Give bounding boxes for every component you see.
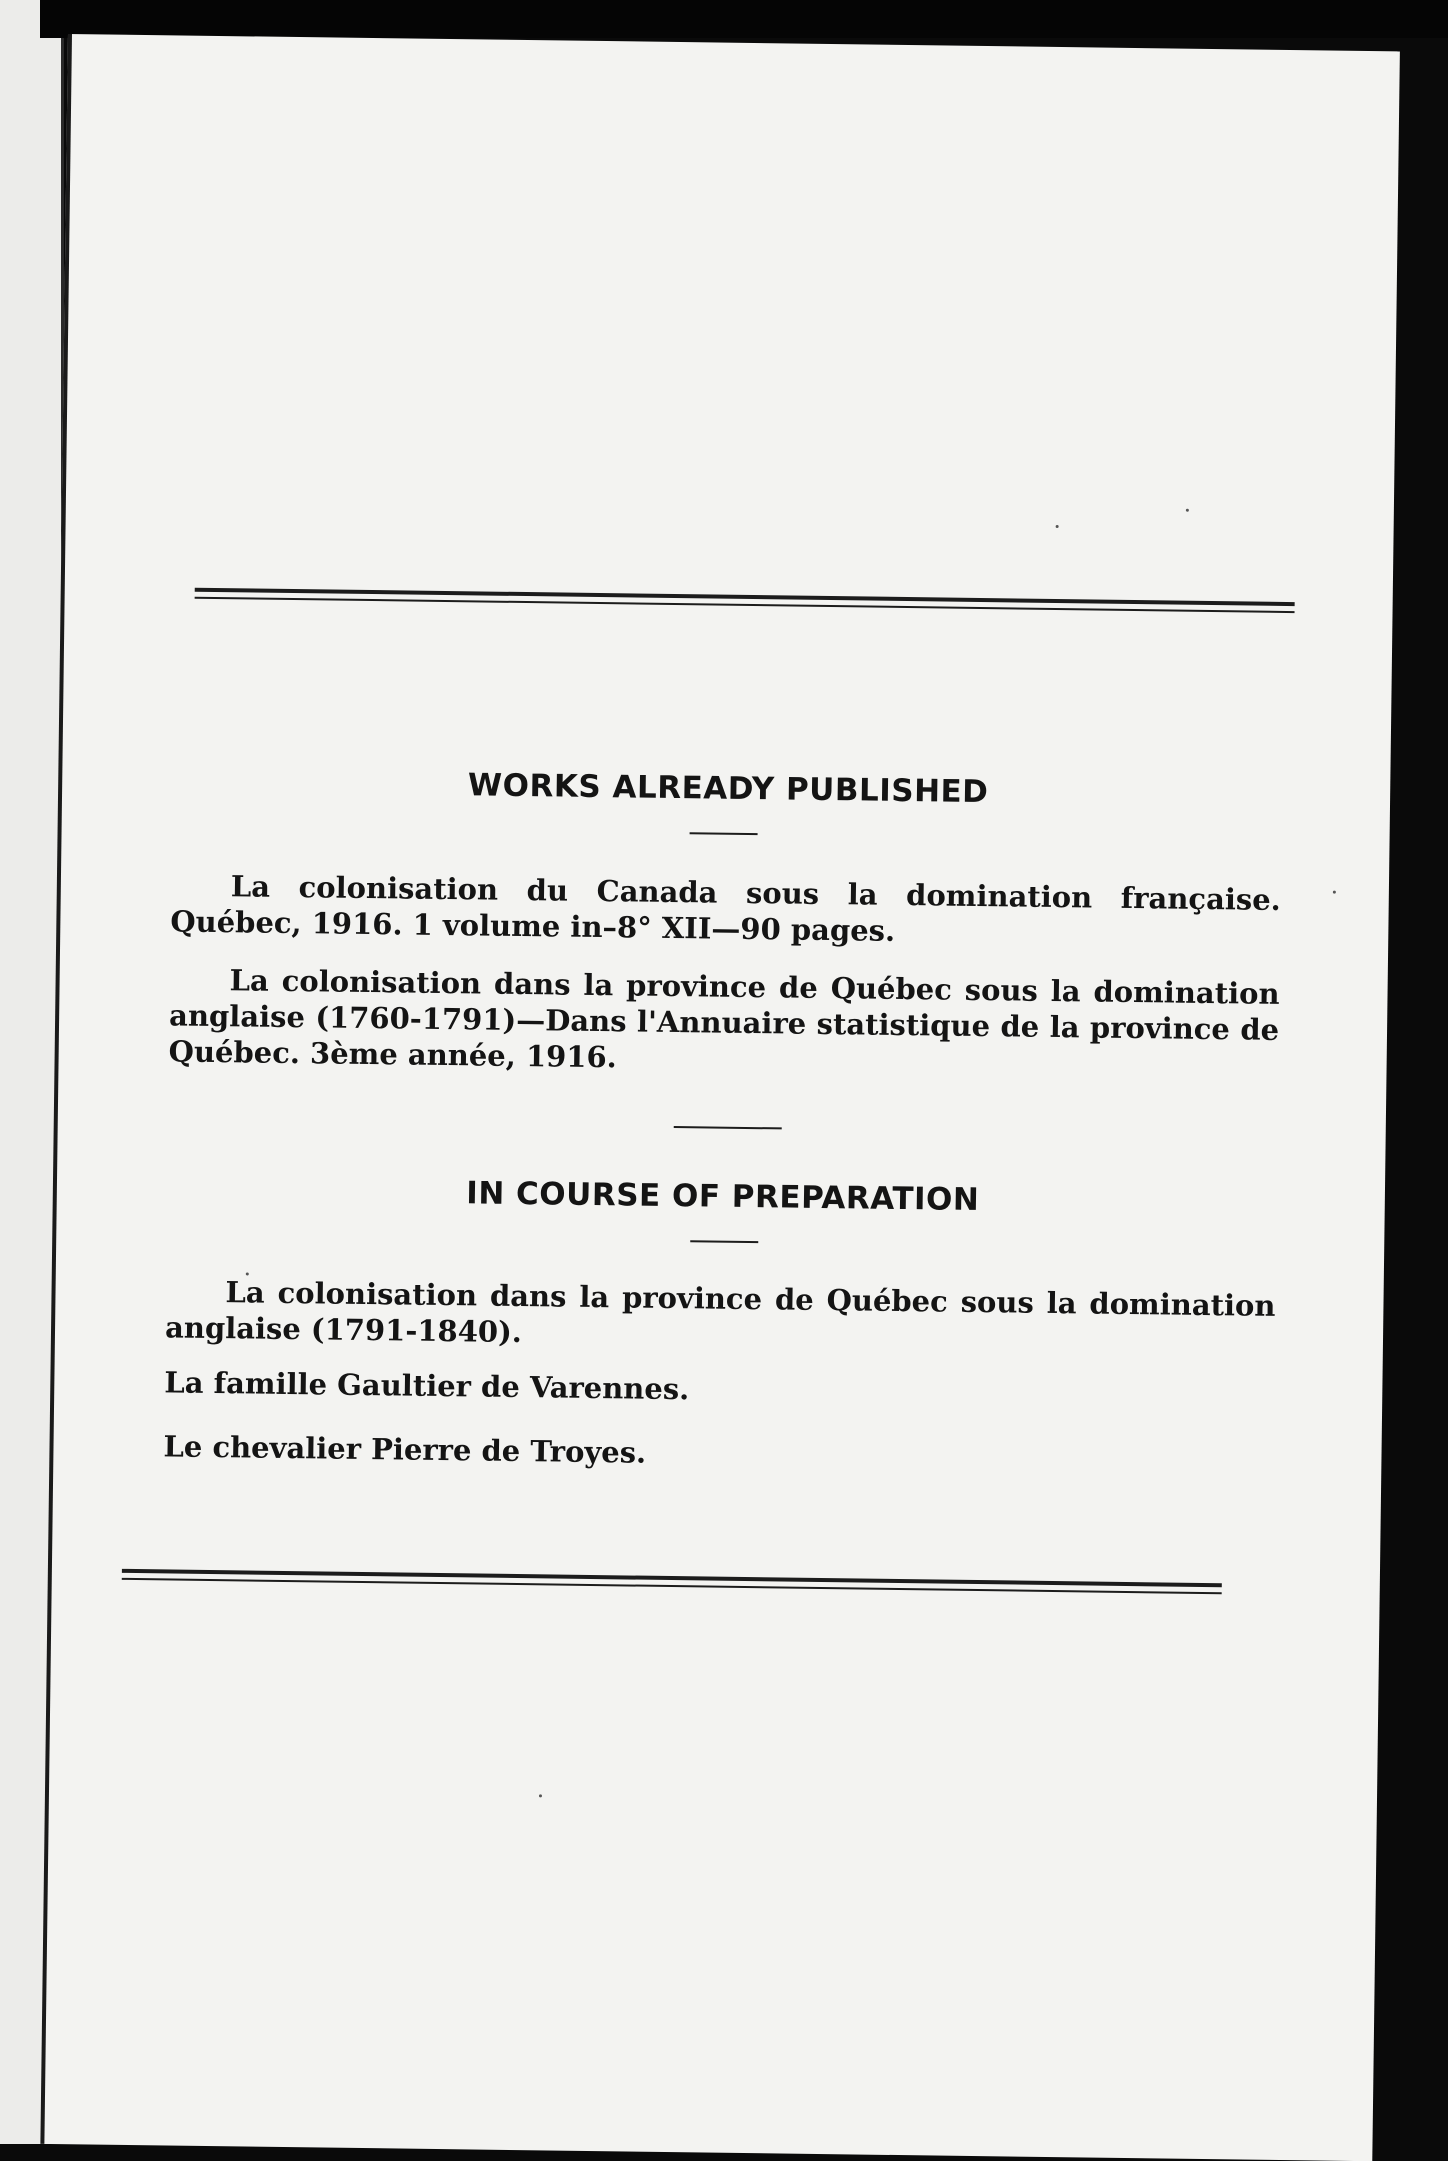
preparation-heading: IN COURSE OF PREPARATION bbox=[466, 1175, 980, 1219]
published-heading-dash bbox=[690, 832, 758, 835]
preparation-heading-dash bbox=[690, 1240, 758, 1243]
book-page bbox=[40, 34, 1400, 2161]
preparation-entry-2: La famille Gaultier de Varennes. bbox=[164, 1365, 690, 1407]
paper-speck bbox=[246, 1272, 249, 1275]
scan-top-shadow bbox=[40, 0, 1448, 38]
paper-speck bbox=[1333, 891, 1336, 894]
preparation-entry-1: La colonisation dans la province de Québec sous la domination anglaise (1791-1840). bbox=[164, 1275, 1276, 1350]
published-entry-2: La colonisation dans la province de Québec sous la domination anglaise (1760-1791)—Dans l'Annuaire statistique de la province de Québec. 3ème année, 1916. bbox=[168, 963, 1280, 1075]
paper-speck bbox=[1056, 525, 1059, 528]
section-separator bbox=[674, 1126, 782, 1129]
published-heading: WORKS ALREADY PUBLISHED bbox=[467, 767, 989, 811]
published-entry-1: La colonisation du Canada sous la domination française. Québec, 1916. 1 volume in–8° XII—90 pages. bbox=[170, 869, 1281, 948]
paper-speck bbox=[1186, 509, 1189, 512]
paper-speck bbox=[539, 1794, 542, 1797]
preparation-entry-3: Le chevalier Pierre de Troyes. bbox=[163, 1429, 647, 1470]
